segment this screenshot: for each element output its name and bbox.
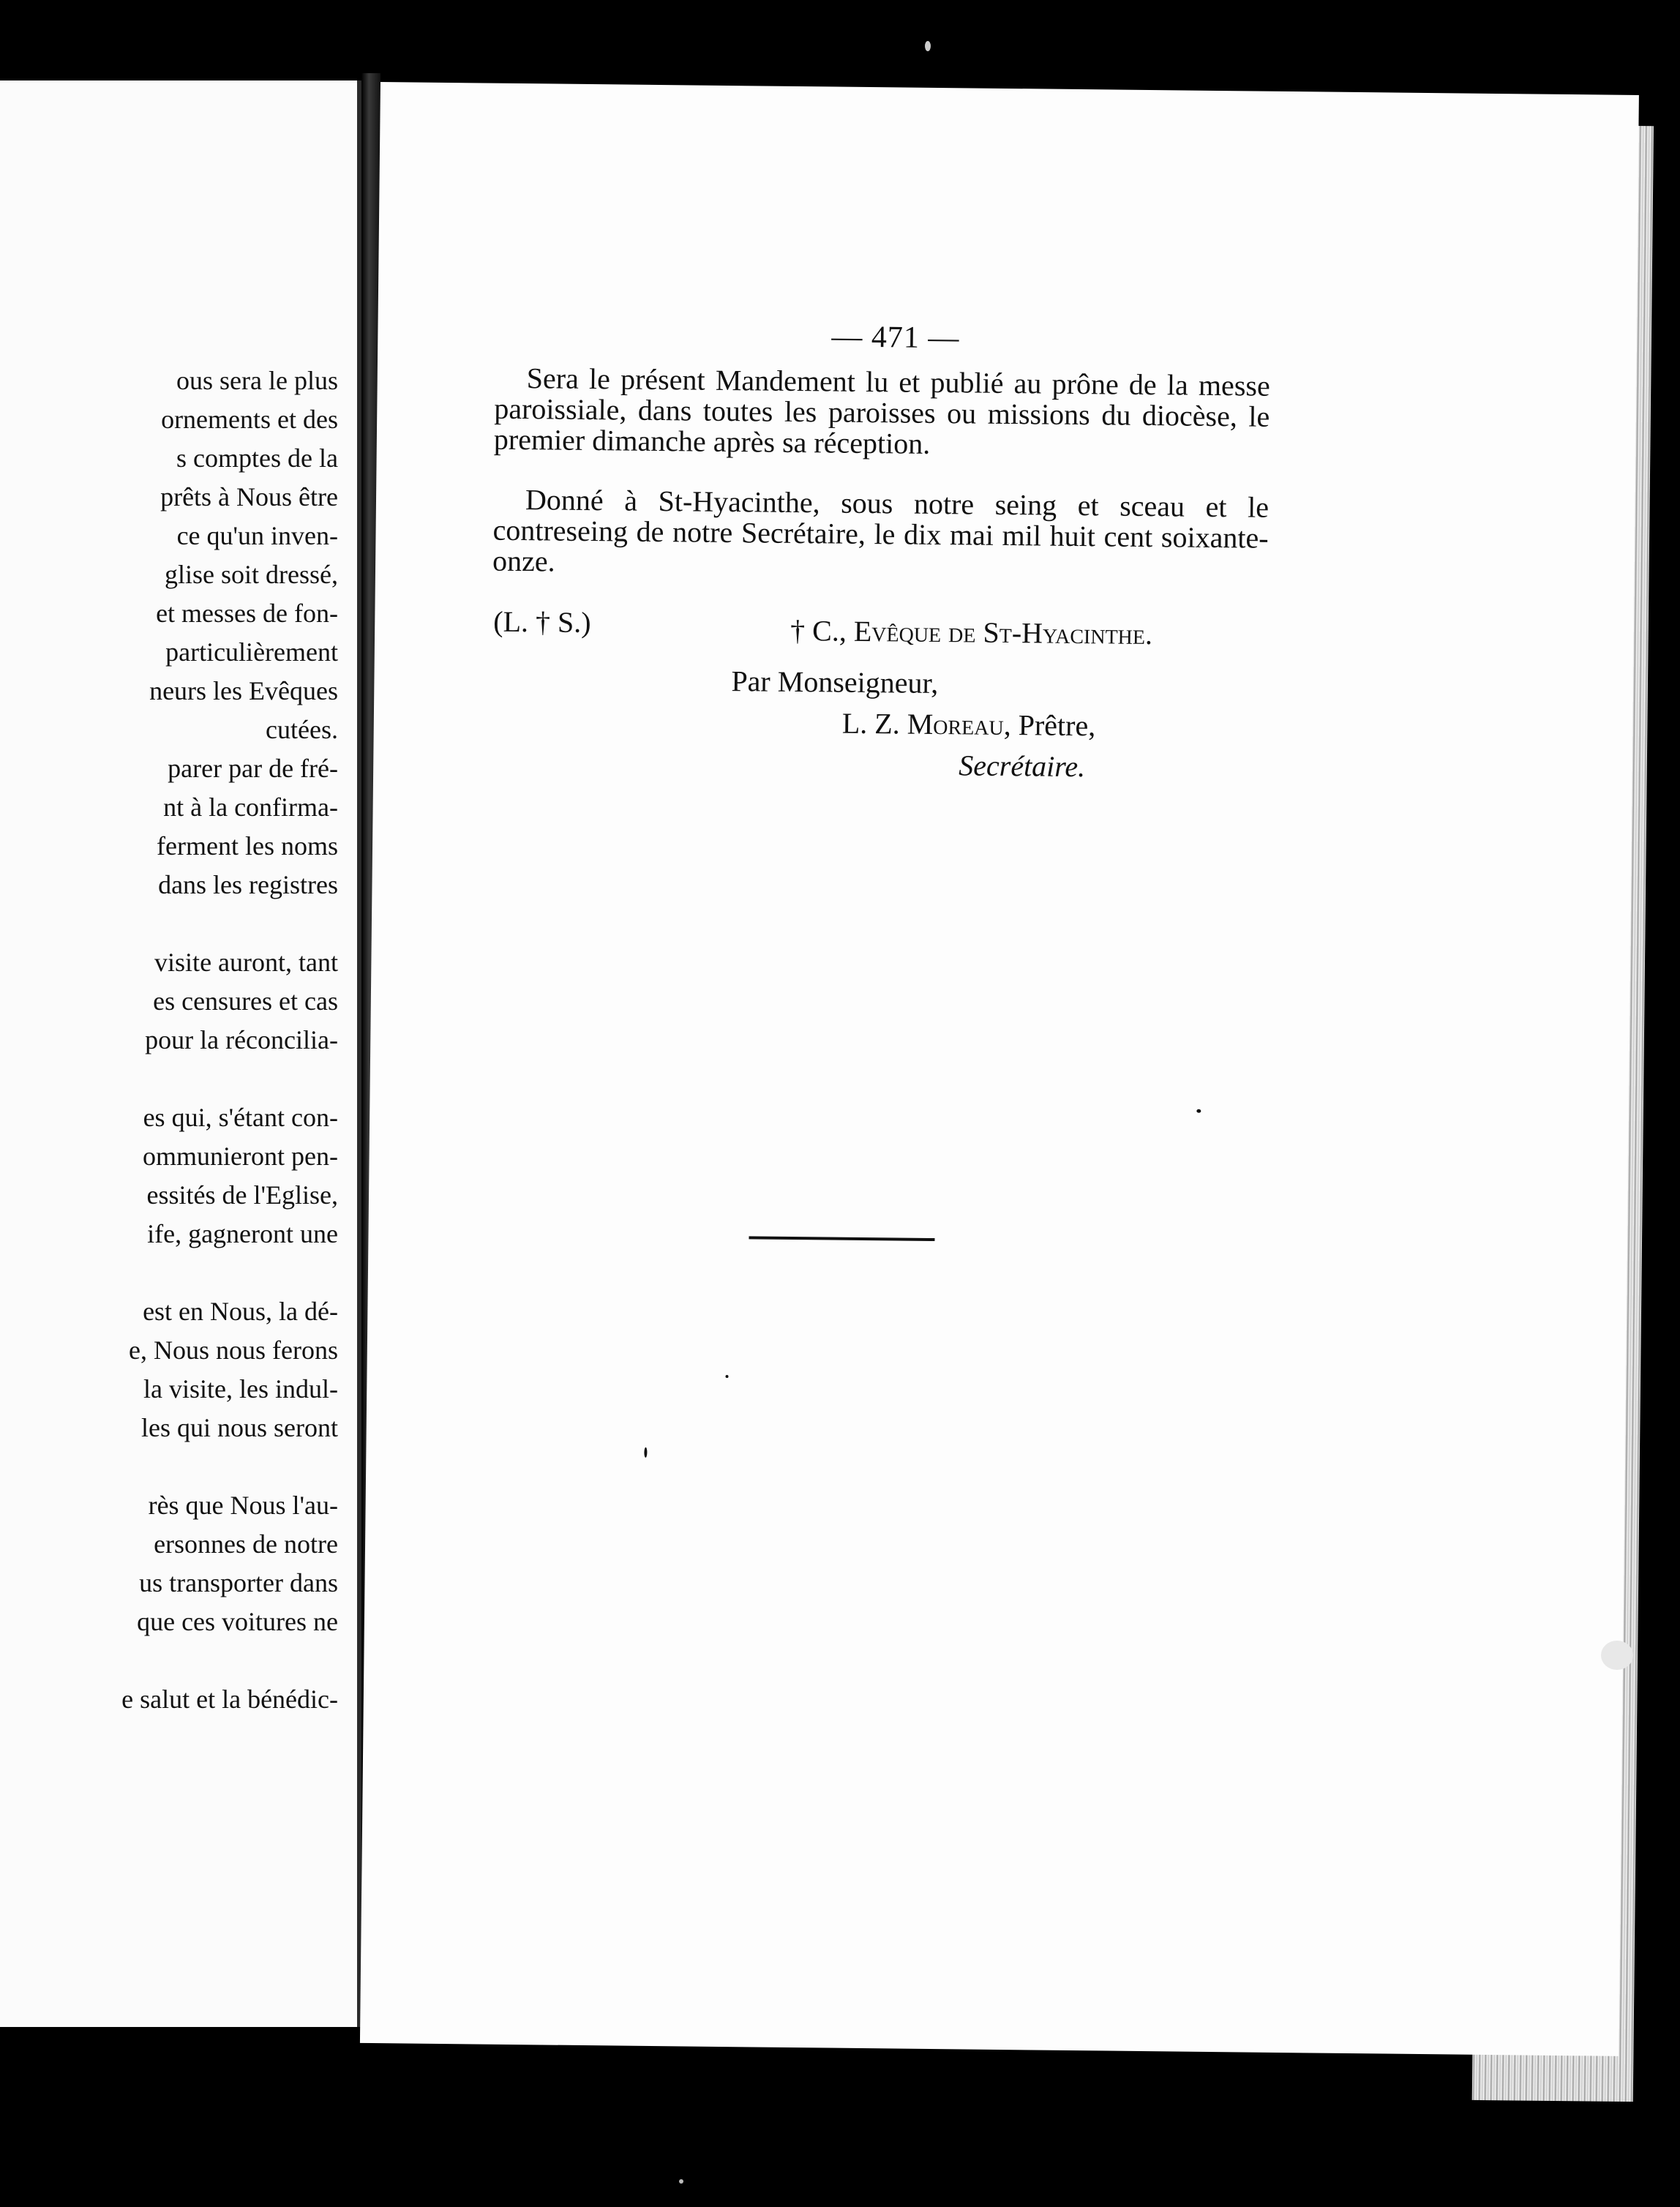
left-page-line: ous sera le plus <box>176 366 338 395</box>
left-page-line: visite auront, tant <box>154 948 338 977</box>
paragraph-publication: Sera le présent Mandement lu et publié au prône de la messe paroissiale, dans toutes les paroisses ou missions du diocèse, le premier dimanche après sa réception. <box>493 361 1270 460</box>
secretary-signature <box>842 706 1096 743</box>
left-page-line: nt à la confirma- <box>163 793 338 822</box>
left-page-line: us transporter dans <box>139 1568 338 1597</box>
left-page-line: glise soit dressé, <box>165 560 338 589</box>
paragraph-given-at: Donné à St-Hyacinthe, sous notre seing et sceau et le contreseing de notre Secrétaire, le dix mai mil huit cent soixante-onze. <box>492 483 1270 578</box>
seal-mark: (L. † S.) <box>493 604 591 640</box>
dust-speck <box>1601 1641 1633 1670</box>
par-monseigneur: Par Monseigneur, <box>731 664 939 700</box>
bishop-title: Evêque de St-Hyacinthe. <box>853 614 1153 651</box>
dust-speck <box>925 41 931 51</box>
secretary-name: Moreau <box>907 707 1004 741</box>
ink-speck <box>725 1375 728 1378</box>
secretary-initials: L. Z. <box>841 706 907 741</box>
right-page <box>360 82 1639 2056</box>
bishop-signature <box>790 613 1152 651</box>
left-page-line: dans les registres <box>158 870 338 899</box>
ink-speck <box>1196 1109 1201 1113</box>
left-page-line: es qui, s'étant con- <box>143 1103 338 1132</box>
left-page-line: et messes de fon- <box>156 599 338 628</box>
left-page-line: e, Nous nous ferons <box>129 1335 338 1365</box>
ink-speck <box>644 1447 647 1458</box>
secretary-title: Secrétaire. <box>959 749 1086 784</box>
left-page-line: pour la réconcilia- <box>145 1025 338 1054</box>
left-page-line: ife, gagneront une <box>147 1219 338 1248</box>
left-page-line: ce qu'un inven- <box>176 521 338 550</box>
left-page-line: e salut et la bénédic- <box>121 1685 338 1714</box>
page-number: — 471 — <box>831 320 960 356</box>
bishop-initial: † C., <box>790 613 855 648</box>
secretary-rank: , Prêtre, <box>1003 708 1096 743</box>
left-page-line: que ces voitures ne <box>137 1607 338 1636</box>
left-page-line: s comptes de la <box>176 443 338 473</box>
left-page-line: la visite, les indul- <box>143 1374 338 1404</box>
left-page <box>0 80 361 2027</box>
left-page-line: ornements et des <box>161 405 338 434</box>
left-page-line: cutées. <box>266 715 338 744</box>
left-page-line: es censures et cas <box>153 986 338 1016</box>
left-page-line: prêts à Nous être <box>160 482 338 512</box>
left-page-line: les qui nous seront <box>141 1413 338 1442</box>
left-page-line: parer par de fré- <box>168 754 338 783</box>
left-page-line: ferment les noms <box>157 831 338 861</box>
left-page-line: ommunieront pen- <box>143 1142 338 1171</box>
closing-rule <box>749 1236 934 1241</box>
left-page-line: essités de l'Eglise, <box>146 1180 338 1210</box>
left-page-line: rès que Nous l'au- <box>148 1491 338 1520</box>
left-page-line: ersonnes de notre <box>154 1529 338 1559</box>
left-page-line: est en Nous, la dé- <box>143 1297 338 1326</box>
dust-speck <box>679 2179 683 2184</box>
left-page-line: particulièrement <box>165 637 338 667</box>
left-page-line: neurs les Evêques <box>149 676 338 705</box>
